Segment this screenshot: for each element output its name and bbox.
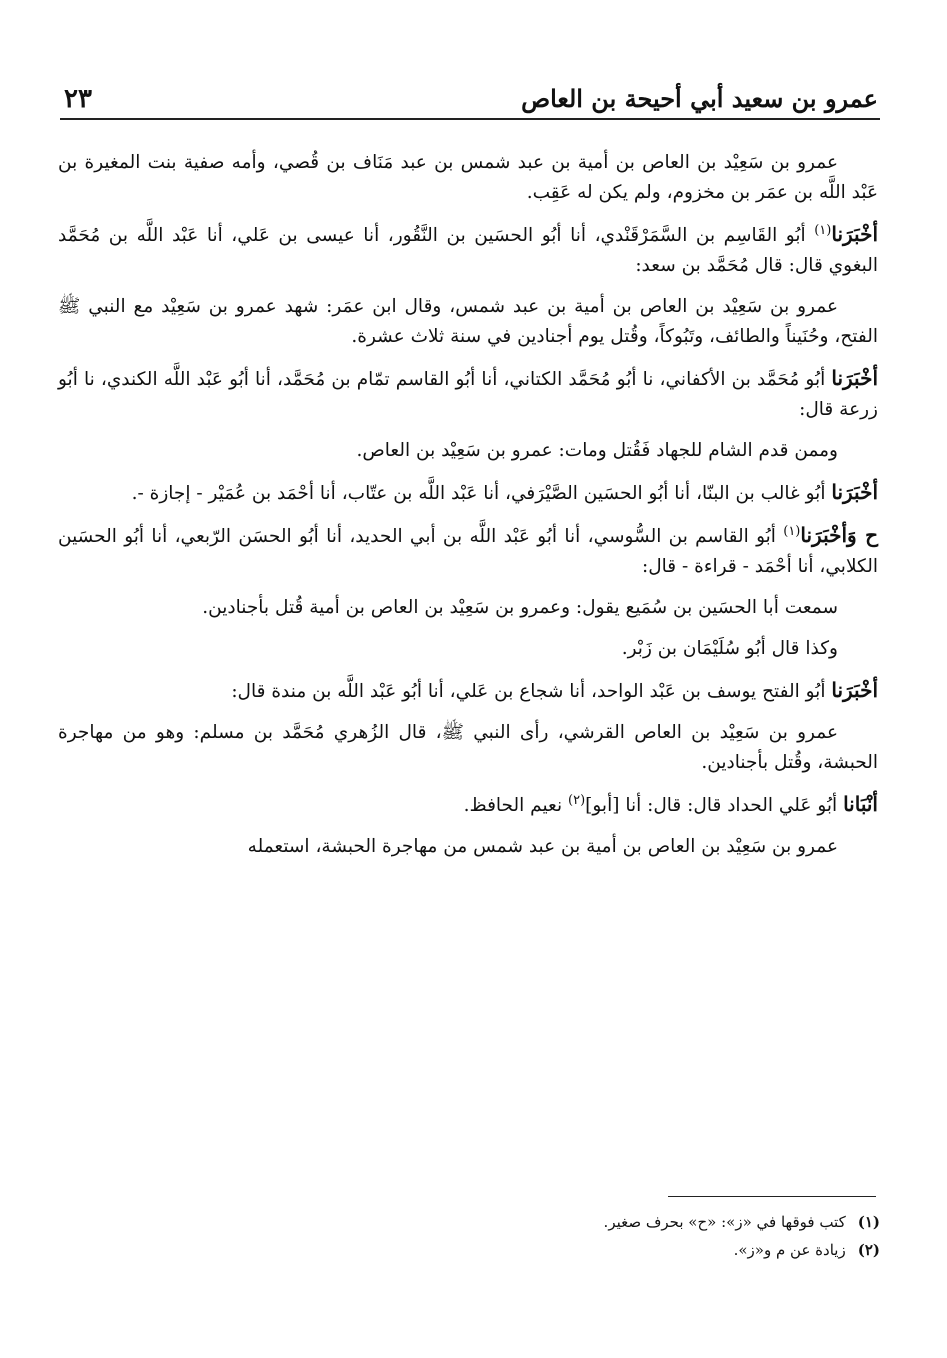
isnad-keyword: أخْبَرَنا	[831, 678, 878, 702]
isnad-keyword: أخْبَرَنا	[831, 480, 878, 504]
page-number: ٢٣	[64, 84, 92, 114]
footnote-ref: (١)	[814, 222, 832, 238]
isnad-keyword: ح وَأخْبَرَنا	[800, 523, 878, 547]
paragraph: وممن قدم الشام للجهاد فَقُتل ومات: عمرو بن سَعِيْد بن العاص.	[356, 440, 838, 461]
paragraph: عمرو بن سَعِيْد بن العاص بن أمية بن عبد شمس من مهاجرة الحبشة، استعمله	[247, 836, 838, 857]
paragraph: أنْبَانا أبُو عَلي الحداد قال: قال: أنا [أبو]$^{(٢)}$ نعيم الحافظ.	[463, 792, 878, 816]
paragraph: عمرو بن سَعِيْد بن العاص بن أمية بن عبد شمس بن عبد مَنَاف بن قُصي، وأمه صفية بنت المغيرة بن عَبْد اللَّه بن عمَر بن مخزوم، ولم يكن له عَقِب.	[58, 152, 878, 203]
footnote-ref: (٢)	[568, 792, 586, 808]
footnotes	[470, 1208, 880, 1264]
paragraph: أخْبَرَنا أبُو الفتح يوسف بن عَبْد الواحد، أنا شجاع بن عَلي، أنا أبُو عَبْد اللَّه بن مندة قال:	[231, 678, 878, 702]
page-header	[60, 80, 880, 120]
footnote-ref: (١)	[783, 523, 801, 539]
isnad-keyword: أخْبَرَنا	[831, 222, 878, 246]
paragraph: عمرو بن سَعِيْد بن العاص القرشي، رأى النبي ﷺ، قال الزُهري مُحَمَّد بن مسلم: وهو من مهاجرة الحبشة، وقُتل بأجنادين.	[58, 722, 878, 773]
footnote	[470, 1236, 880, 1264]
footnote-separator	[668, 1196, 876, 1197]
main-text	[58, 148, 878, 873]
paragraph: ح وَأخْبَرَنا$^{(١)}$ أبُو القاسم بن السُّوسي، أنا أبُو عَبْد اللَّه بن أبي الحديد، أنا أبُو الحسَن الرّبعي، أنا أبُو الحسَين الكلابي، أنا أحْمَد - قراءة - قال:	[58, 523, 878, 577]
paragraph: أخْبَرَنا أبُو غالب بن البنّا، أنا أبُو الحسَين الصَّيْرَفي، أنا عَبْد اللَّه بن عتّاب، أنا أحْمَد بن عُمَيْر - إجازة -.	[131, 480, 878, 504]
footnote-number: (٢)	[857, 1241, 880, 1259]
paragraph: وكذا قال أبُو سُلَيْمَان بن زَبْر.	[621, 638, 838, 659]
paragraph: أخْبَرَنا$^{(١)}$ أبُو القَاسِم بن السَّمَرْقَنْدي، أنا أبُو الحسَين بن النَّقُور، أنا عيسى بن عَلي، أنا عَبْد اللَّه بن مُحَمَّد البغوي قال: قال مُحَمَّد بن سعد:	[58, 222, 878, 276]
paragraph: أخْبَرَنا أبُو مُحَمَّد بن الأكفاني، نا أبُو مُحَمَّد الكتاني، أنا أبُو القاسم تمّام بن مُحَمَّد، أنا أبُو عَبْد اللَّه الكندي، نا أبُو زرعة قال:	[58, 366, 878, 420]
isnad-keyword: أنْبَانا	[843, 792, 878, 816]
footnote-number: (١)	[857, 1213, 880, 1231]
isnad-keyword: أخْبَرَنا	[831, 366, 878, 390]
footnote-text: كتب فوقها في «ز»: «ح» بحرف صغير.	[603, 1213, 846, 1231]
paragraph: عمرو بن سَعِيْد بن العاص بن أمية بن عبد شمس، وقال ابن عمَر: شهد عمرو بن سَعِيْد مع النبي ﷺ الفتح، وحُنَيناً والطائف، وتَبُوكاً، وقُتل يوم أجنادين في سنة ثلاث عشرة.	[58, 296, 878, 347]
paragraph: سمعت أبا الحسَين بن سُمَيع يقول: وعمرو بن سَعِيْد بن العاص بن أمية قُتل بأجنادين.	[202, 597, 838, 618]
footnote	[470, 1208, 880, 1236]
running-title: عمرو بن سعيد أبي أحيحة بن العاص	[521, 84, 878, 113]
footnote-text: زيادة عن م و«ز».	[733, 1241, 846, 1259]
